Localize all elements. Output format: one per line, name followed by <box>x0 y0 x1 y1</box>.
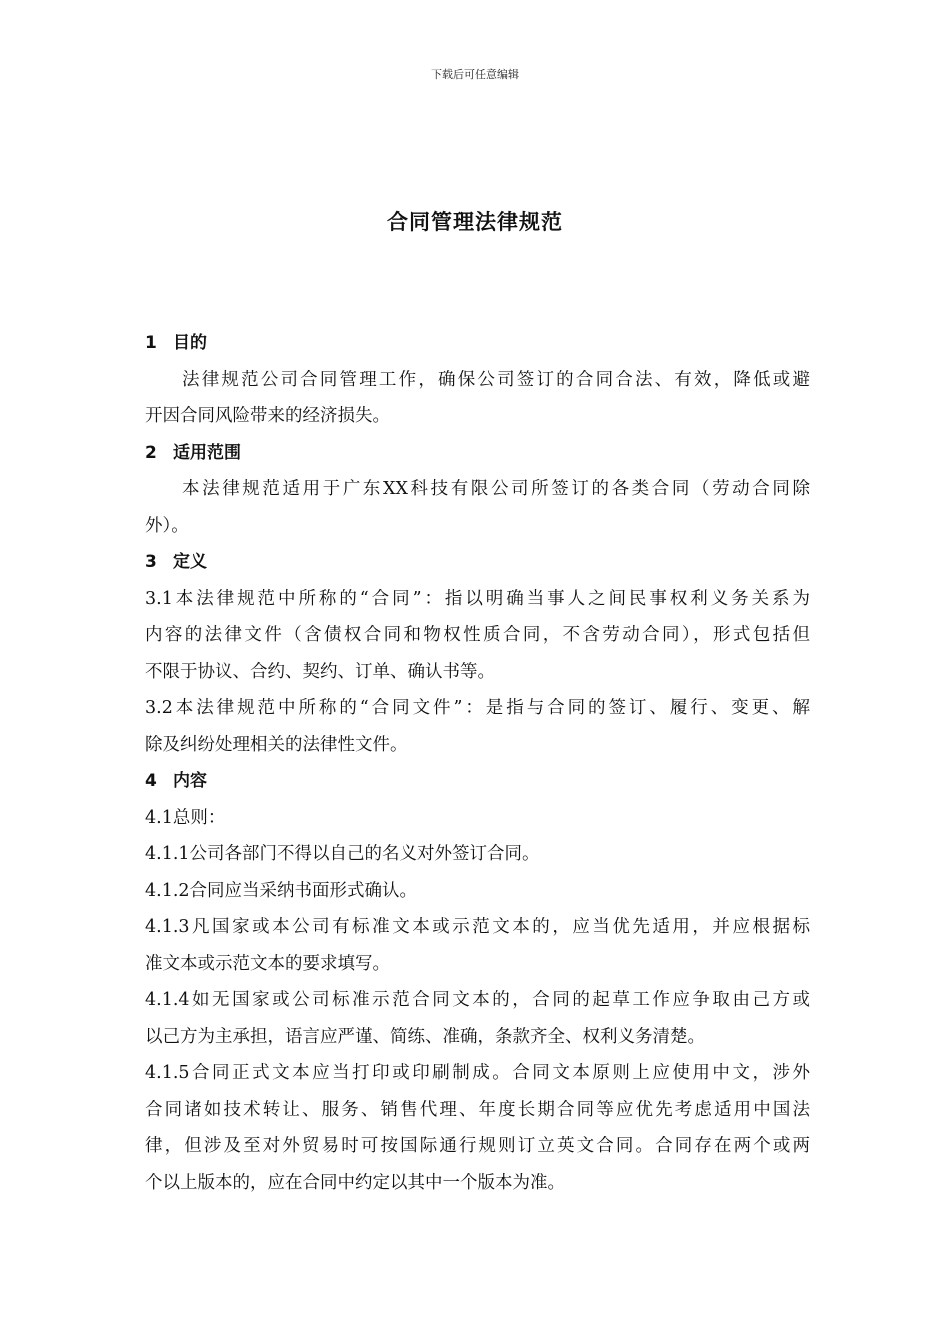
paragraph-line: 3.2本法律规范中所称的“合同文件”：是指与合同的签订、履行、变更、解 <box>145 698 810 718</box>
paragraph-line: 准文本或示范文本的要求填写。 <box>145 953 390 974</box>
paragraph-line: 4.1.3凡国家或本公司有标准文本或示范文本的，应当优先适用，并应根据标 <box>145 917 810 937</box>
paragraph-line: 4.1.1公司各部门不得以自己的名义对外签订合同。 <box>145 844 540 864</box>
paragraph-line: 本法律规范适用于广东XX科技有限公司所签订的各类合同（劳动合同除 <box>182 479 810 499</box>
paragraph-line: 4.1总则： <box>145 807 226 828</box>
header-note: 下载后可任意编辑 <box>431 68 519 81</box>
section-number: 2 <box>145 442 157 463</box>
paragraph-line: 3.1本法律规范中所称的“合同”：指以明确当事人之间民事权利义务关系为 <box>145 588 810 609</box>
paragraph-line: 4.1.4如无国家或公司标准示范合同文本的，合同的起草工作应争取由己方或 <box>145 990 810 1010</box>
paragraph-line: 不限于协议、合约、契约、订单、确认书等。 <box>145 661 495 682</box>
section-heading-3 <box>145 544 810 581</box>
paragraph-line: 外）。 <box>145 515 189 536</box>
paragraph-line: 4.1.5合同正式文本应当打印或印刷制成。合同文本原则上应使用中文，涉外 <box>145 1063 810 1083</box>
section-title: 适用范围 <box>173 442 241 463</box>
paragraph-line: 除及纠纷处理相关的法律性文件。 <box>145 734 408 755</box>
paragraph-line: 以己方为主承担，语言应严谨、简练、准确，条款齐全、权利义务清楚。 <box>145 1026 705 1047</box>
paragraph-line: 合同诸如技术转让、服务、销售代理、年度长期合同等应优先考虑适用中国法 <box>145 1099 810 1120</box>
section-title: 目的 <box>173 333 207 353</box>
paragraph-line: 律，但涉及至对外贸易时可按国际通行规则订立英文合同。合同存在两个或两 <box>145 1136 810 1156</box>
paragraph-line: 开因合同风险带来的经济损失。 <box>145 406 390 426</box>
section-number: 3 <box>145 552 157 572</box>
paragraph-line: 4.1.2合同应当采纳书面形式确认。 <box>145 880 418 901</box>
paragraph-line: 法律规范公司合同管理工作，确保公司签订的合同合法、有效，降低或避 <box>182 369 810 390</box>
document-title: 合同管理法律规范 <box>387 210 563 234</box>
paragraph-line: 个以上版本的，应在合同中约定以其中一个版本为准。 <box>145 1172 565 1193</box>
section-heading-2 <box>145 435 810 472</box>
document-body <box>145 325 810 1201</box>
section-number: 4 <box>145 771 157 791</box>
section-heading-1 <box>145 325 810 362</box>
section-heading-4 <box>145 763 810 800</box>
section-title: 定义 <box>173 552 207 572</box>
section-number: 1 <box>145 333 157 353</box>
section-title: 内容 <box>173 771 207 791</box>
paragraph-line: 内容的法律文件（含债权合同和物权性质合同，不含劳动合同），形式包括但 <box>145 625 810 645</box>
